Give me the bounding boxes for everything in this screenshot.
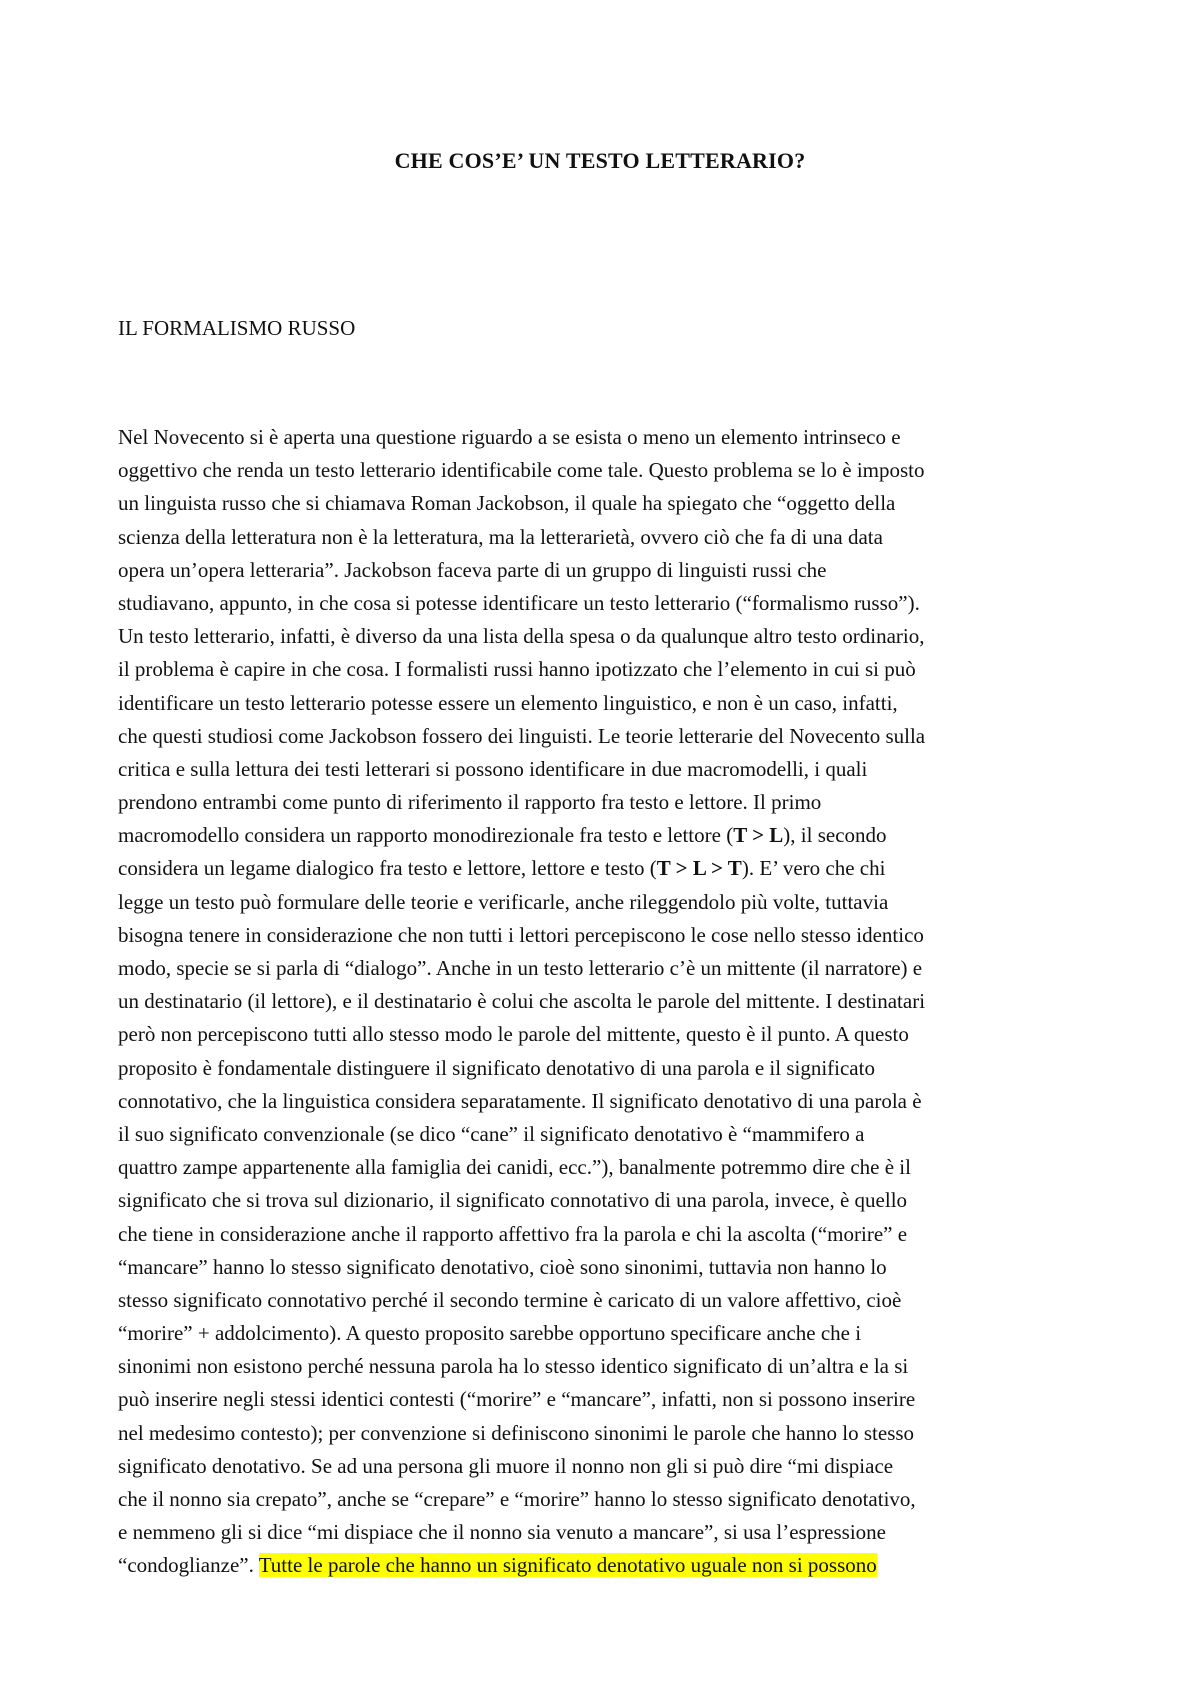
text-line: prendono entrambi come punto di riferimento il rapporto fra testo e lettore. Il primo (118, 790, 822, 815)
text-line (118, 819, 1090, 852)
text-line: connotativo, che la linguistica considera separatamente. Il significato denotativo di una parola è (118, 1088, 922, 1113)
document-title: CHE COS’E’ UN TESTO LETTERARIO? (394, 148, 806, 173)
text-line: Un testo letterario, infatti, è diverso da una lista della spesa o da qualunque altro testo ordinario, (118, 624, 925, 649)
text-line: un destinatario (il lettore), e il destinatario è colui che ascolta le parole del mittente. I destinatari (118, 989, 926, 1014)
text-line: oggettivo che renda un testo letterario identificabile come tale. Questo problema se lo è imposto (118, 458, 925, 483)
bold-formula: T > L (733, 823, 784, 848)
text-line: significato denotativo. Se ad una persona gli muore il nonno non gli si può dire “mi dispiace (118, 1453, 894, 1478)
text-line: sinonimi non esistono perché nessuna parola ha lo stesso identico significato di un’altra e la si (118, 1354, 909, 1379)
text-line: “morire” + addolcimento). A questo proposito sarebbe opportuno specificare anche che i (118, 1321, 862, 1346)
text-line (118, 852, 1090, 885)
text-line: quattro zampe appartenente alla famiglia dei canidi, ecc.”), banalmente potremmo dire che è il (118, 1155, 911, 1180)
text-line: però non percepiscono tutti allo stesso modo le parole del mittente, questo è il punto. A questo (118, 1022, 909, 1047)
text-line: può inserire negli stessi identici contesti (“morire” e “mancare”, infatti, non si possono inserire (118, 1387, 916, 1412)
text-line: bisogna tenere in considerazione che non tutti i lettori percepiscono le cose nello stesso identico (118, 922, 924, 947)
text-run: “condoglianze”. (118, 1553, 259, 1578)
text-line: che tiene in considerazione anche il rapporto affettivo fra la parola e chi la ascolta (“morire” e (118, 1221, 908, 1246)
text-run: macromodello considera un rapporto monodirezionale fra testo e lettore ( (118, 823, 734, 848)
bold-formula: T > L > T (656, 856, 742, 881)
text-line: e nemmeno gli si dice “mi dispiace che il nonno sia venuto a mancare”, si usa l’espressione (118, 1520, 887, 1545)
text-line: scienza della letteratura non è la letteratura, ma la letterarietà, ovvero ciò che fa di una data (118, 524, 883, 549)
text-line: il problema è capire in che cosa. I formalisti russi hanno ipotizzato che l’elemento in cui si può (118, 657, 916, 682)
text-line: nel medesimo contesto); per convenzione si definiscono sinonimi le parole che hanno lo stesso (118, 1420, 915, 1445)
text-run: ), il secondo (783, 823, 887, 848)
text-run: ). E’ vero che chi (741, 856, 886, 881)
text-line: un linguista russo che si chiamava Roman Jackobson, il quale ha spiegato che “oggetto della (118, 491, 896, 516)
text-line (118, 1549, 1090, 1582)
text-line: “mancare” hanno lo stesso significato denotativo, cioè sono sinonimi, tuttavia non hanno lo (118, 1254, 887, 1279)
highlighted-text: Tutte le parole che hanno un significato denotativo uguale non si possono (258, 1553, 877, 1578)
text-line: studiavano, appunto, in che cosa si potesse identificare un testo letterario (“formalismo russo”). (118, 590, 920, 615)
text-run: considera un legame dialogico fra testo e lettore, lettore e testo ( (118, 856, 657, 881)
body-paragraph (118, 421, 1090, 1583)
text-line: significato che si trova sul dizionario, il significato connotativo di una parola, invece, è quello (118, 1188, 908, 1213)
text-line: legge un testo può formulare delle teorie e verificarle, anche rileggendolo più volte, tuttavia (118, 889, 889, 914)
text-line: opera un’opera letteraria”. Jackobson faceva parte di un gruppo di linguisti russi che (118, 557, 827, 582)
text-line: che questi studiosi come Jackobson fossero dei linguisti. Le teorie letterarie del Novecento sulla (118, 723, 926, 748)
text-line: Nel Novecento si è aperta una questione riguardo a se esista o meno un elemento intrinseco e (118, 425, 901, 449)
text-line: identificare un testo letterario potesse essere un elemento linguistico, e non è un caso, infatti, (118, 690, 898, 715)
text-line: il suo significato convenzionale (se dico “cane” il significato denotativo è “mammifero a (118, 1121, 865, 1146)
text-line: che il nonno sia crepato”, anche se “crepare” e “morire” hanno lo stesso significato denotativo, (118, 1487, 916, 1511)
text-line: stesso significato connotativo perché il secondo termine è caricato di un valore affettivo, cioè (118, 1287, 902, 1312)
section-heading: IL FORMALISMO RUSSO (118, 316, 356, 340)
text-line: modo, specie se si parla di “dialogo”. Anche in un testo letterario c’è un mittente (il narratore) e (118, 956, 923, 980)
text-line: proposito è fondamentale distinguere il significato denotativo di una parola e il significato (118, 1055, 875, 1080)
text-line: critica e sulla lettura dei testi letterari si possono identificare in due macromodelli, i quali (118, 756, 868, 781)
